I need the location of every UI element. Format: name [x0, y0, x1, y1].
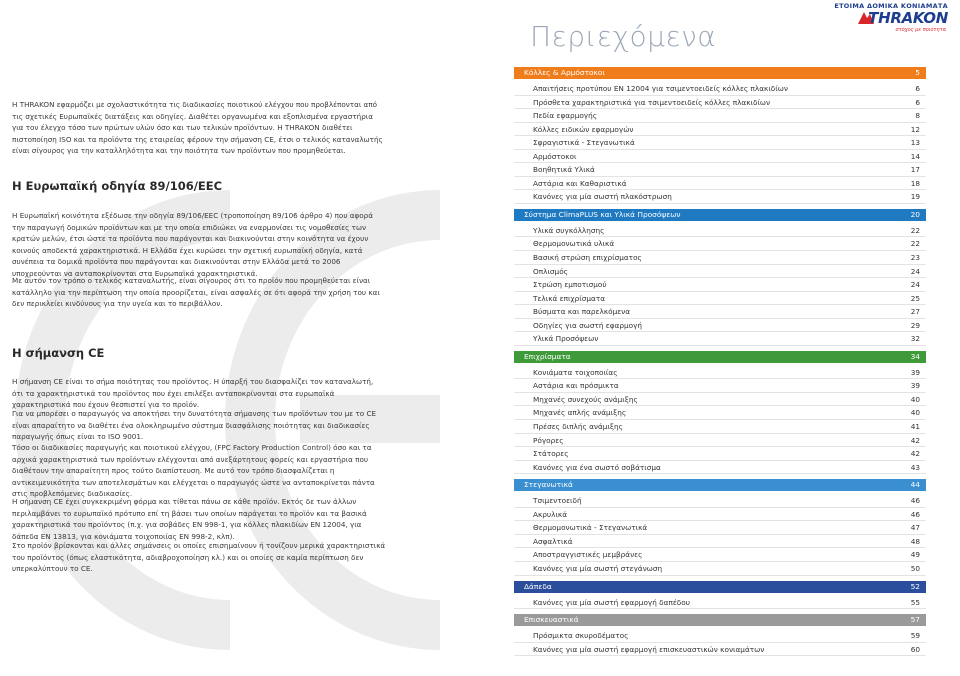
- toc-entry-label: Υλικά συγκόλλησης: [533, 225, 605, 235]
- toc-entry-page: 50: [910, 563, 920, 573]
- toc-entry[interactable]: [514, 535, 926, 549]
- toc-entry[interactable]: [514, 366, 926, 380]
- toc-entry-page: 19: [910, 192, 920, 202]
- toc-entry-page: 43: [910, 462, 920, 472]
- toc-entry-label: Αρμόστοκοι: [533, 151, 577, 161]
- toc-entry-label: Πεδία εφαρμογής: [533, 111, 598, 121]
- toc-entry-label: Αστάρια και πρόσμικτα: [533, 381, 619, 391]
- toc-entry[interactable]: [514, 224, 926, 238]
- toc-entry[interactable]: [514, 251, 926, 265]
- toc-entry-page: 29: [910, 320, 920, 330]
- toc-entry-label: Θερμομονωτικά υλικά: [533, 239, 615, 249]
- toc-entry-page: 47: [910, 523, 920, 533]
- ce-paragraph-3: Τόσο οι διαδικασίες παραγωγής και ποιοτικού ελέγχου, (FPC Factory Production Control) όσο και τα αρχικά χαρακτηριστικά των προϊόντων ελέγχονται από ανεξάρτητους φορείς και εργαστήρια που διαθέτουν την απαραίτητη προς τούτο διαπίστευση. Με αυτό τον τρόπο διασφαλίζεται η αντικειμενικότητα των αποτελεσμάτων και ελέγχεται ο παραγωγός ώστε να ανταποκρίνεται πάντα στις προβλεπόμενες διαδικασίες.: [12, 443, 375, 499]
- toc-entry-label: Θερμομονωτικά - Στεγανωτικά: [533, 523, 648, 533]
- toc-section-header[interactable]: [514, 581, 926, 593]
- toc-entry[interactable]: [514, 177, 926, 191]
- toc-entry[interactable]: [514, 96, 926, 110]
- toc-section-page: 57: [910, 615, 920, 625]
- toc-section: [514, 614, 926, 656]
- toc-entry[interactable]: [514, 136, 926, 150]
- toc-entry[interactable]: [514, 82, 926, 96]
- toc-entry-page: 46: [910, 509, 920, 519]
- toc-entry-label: Κανόνες για ένα σωστό σοβάτισμα: [533, 462, 661, 472]
- toc-section-page: 20: [910, 209, 920, 219]
- toc-entry[interactable]: [514, 379, 926, 393]
- section-heading-ce: Η σήμανση CE: [12, 346, 105, 360]
- toc-section-page: 5: [915, 68, 920, 77]
- toc-section-header[interactable]: [514, 351, 926, 363]
- toc-entry-page: 22: [910, 239, 920, 249]
- toc-entry-page: 12: [910, 124, 920, 134]
- toc-section-title: Κόλλες & Αρμόστοκοι: [524, 68, 605, 77]
- toc-entry[interactable]: [514, 190, 926, 204]
- toc-section-title: Στεγανωτικά: [524, 480, 573, 490]
- toc-section: [514, 479, 926, 575]
- toc-entry-label: Οπλισμός: [533, 266, 568, 276]
- toc-section-header[interactable]: [514, 614, 926, 626]
- toc-entry-label: Σφραγιστικά - Στεγανωτικά: [533, 138, 635, 148]
- toc-entry-label: Ακρυλικά: [533, 509, 568, 519]
- toc-entry-page: 23: [910, 253, 920, 263]
- toc-section-title: Επισκευαστικά: [524, 615, 579, 625]
- thrakon-logo: [834, 2, 948, 38]
- toc-entry-label: Κανόνες για μία σωστή στεγάνωση: [533, 563, 663, 573]
- toc-entry-label: Οδηγίες για σωστή εφαρμογή: [533, 320, 643, 330]
- toc-entry-page: 25: [910, 293, 920, 303]
- toc-entry[interactable]: [514, 393, 926, 407]
- toc-section-header[interactable]: [514, 67, 926, 79]
- toc-entry[interactable]: [514, 319, 926, 333]
- toc-entry-label: Στρώση εμποτισμού: [533, 280, 607, 290]
- toc-entry-label: Βοηθητικά Υλικά: [533, 165, 595, 175]
- toc-entry-label: Βασική στρώση επιχρίσματος: [533, 253, 642, 263]
- toc-entry[interactable]: [514, 406, 926, 420]
- toc-entry[interactable]: [514, 562, 926, 576]
- toc-entry[interactable]: [514, 332, 926, 346]
- toc-entry[interactable]: [514, 163, 926, 177]
- toc-entry[interactable]: [514, 643, 926, 657]
- toc-entry[interactable]: [514, 521, 926, 535]
- ce-paragraph-2: Για να μπορέσει ο παραγωγός να αποκτήσει την δυνατότητα σήμανσης των προϊόντων του με το CE είναι απαραίτητο να διαθέτει ένα ολοκληρωμένο σύστημα διασφάλισης ποιότητας και διαδικασίες παραγωγής όπως είναι το ISO 9001.: [12, 409, 377, 442]
- toc-entry-label: Κανόνες για μία σωστή εφαρμογή επισκευαστικών κονιαμάτων: [533, 644, 765, 654]
- toc-entry-page: 17: [910, 165, 920, 175]
- toc-entry[interactable]: [514, 447, 926, 461]
- toc-entry-page: 49: [910, 550, 920, 560]
- ce-paragraph-4: Η σήμανση CE έχει συγκεκριμένη φόρμα και τίθεται πάνω σε κάθε προϊόν. Εκτός δε των άλλων περιλαμβάνει το ευρωπαϊκό πρότυπο επί τη βάσει των οποίων παράγεται το προϊόν και τα βασικά χαρακτηριστικά του προϊόντος (π.χ. για σοβάδες EN 998-1, για κόλλες πλακιδίων EN 12004, για δάπεδα EN 13813, για κονιάματα τοιχοποιίας EN 998-2, κλπ).: [12, 497, 367, 541]
- toc-section: [514, 581, 926, 610]
- toc-entry-label: Μηχανές απλής ανάμιξης: [533, 408, 627, 418]
- logo-name: THRAKON: [868, 9, 948, 27]
- toc-section-page: 52: [910, 581, 920, 591]
- toc-entry-label: Τελικά επιχρίσματα: [533, 293, 606, 303]
- toc-section-page: 44: [910, 480, 920, 490]
- toc-entry[interactable]: [514, 494, 926, 508]
- logo-tagline-top: ΕΤΟΙΜΑ ΔΟΜΙΚΑ ΚΟΝΙΑΜΑΤΑ: [834, 2, 948, 10]
- toc-entry-label: Πρόσθετα χαρακτηριστικά για τσιμεντοειδείς κόλλες πλακιδίων: [533, 97, 771, 107]
- toc-entry-page: 6: [915, 84, 920, 93]
- table-of-contents: [514, 67, 926, 661]
- toc-entry-label: Ρόγορες: [533, 435, 564, 445]
- section-heading-directive: Η Ευρωπαϊκή οδηγία 89/106/ΕΕC: [12, 179, 223, 193]
- toc-entry-page: 13: [910, 138, 920, 148]
- toc-entry-label: Αποστραγγιστικές μεμβράνες: [533, 550, 643, 560]
- toc-section-page: 34: [910, 351, 920, 361]
- ce-paragraph-5: Στο προϊόν βρίσκονται και άλλες σημάνσεις οι οποίες επισημαίνουν ή τονίζουν μερικά χαρακτηριστικά του προϊόντος (όπως ελαστικότητα, αδιαβροχοποίηση κλ.) και οι οποίες σε καμία περίπτωση δεν υπερκαλύπτουν το CE.: [12, 541, 386, 574]
- toc-section: [514, 209, 926, 346]
- toc-entry-page: 59: [910, 631, 920, 641]
- toc-entry-page: 32: [910, 334, 920, 344]
- toc-section-title: Σύστημα ClimaPLUS και Υλικά Προσόψεων: [524, 209, 681, 219]
- toc-entry-label: Μηχανές συνεχούς ανάμιξης: [533, 394, 638, 404]
- toc-entry-page: 8: [915, 111, 920, 121]
- toc-entry-page: 39: [910, 367, 920, 377]
- intro-paragraph: Η THRAKON εφαρμόζει με σχολαστικότητα τις διαδικασίες ποιοτικού ελέγχου που προβλέπονται από τις σχετικές Ευρωπαϊκές διατάξεις και οδηγίες. Διαθέτει οργανωμένα και εξοπλισμένα εργαστήρια για τον έλεγχο τόσο των πρώτων υλών όσο και των τελικών προϊόντων. Η THRAKON διαθέτει πιστοποίηση ISO και τα προϊόντα της εταιρείας φέρουν την σήμανση CE, έτσι ο τελικός καταναλωτής είναι σίγουρος για την καταλληλότητα και την ποιότητα των προϊόντων που προμηθεύεται.: [12, 100, 383, 156]
- toc-entry[interactable]: [514, 548, 926, 562]
- toc-entry-page: 24: [910, 280, 920, 290]
- toc-entry-page: 22: [910, 225, 920, 235]
- toc-entry-page: 46: [910, 496, 920, 506]
- toc-entry-label: Στάτορες: [533, 449, 569, 459]
- toc-title: Περιεχόμενα: [530, 20, 717, 53]
- toc-entry-page: 39: [910, 381, 920, 391]
- toc-entry-label: Κονιάματα τοιχοποιίας: [533, 367, 618, 377]
- toc-entry[interactable]: [514, 123, 926, 137]
- toc-entry-page: 42: [910, 435, 920, 445]
- toc-section-title: Επιχρίσματα: [524, 351, 571, 361]
- toc-entry-page: 27: [910, 307, 920, 317]
- toc-section: [514, 351, 926, 474]
- toc-entry-label: Ασφαλτικά: [533, 536, 573, 546]
- toc-entry-label: Κανόνες για μία σωστή εφαρμογή δαπέδου: [533, 597, 690, 607]
- toc-entry-label: Βύσματα και παρελκόμενα: [533, 307, 631, 317]
- ce-paragraph-1: Η σήμανση CE είναι το σήμα ποιότητας του προϊόντος. Η ύπαρξή του διασφαλίζει τον καταναλωτή, ότι τα χαρακτηριστικά του προϊόντος που έχει επιλέξει ανταποκρίνονται στα ευρωπαϊκά χαρακτηριστικά που έχουν θεσπιστεί για το προϊόν.: [12, 377, 374, 410]
- toc-entry[interactable]: [514, 278, 926, 292]
- toc-section: [514, 67, 926, 204]
- toc-entry-page: 42: [910, 449, 920, 459]
- toc-entry-page: 40: [910, 394, 920, 404]
- toc-entry-page: 18: [910, 178, 920, 188]
- toc-entry-page: 48: [910, 536, 920, 546]
- toc-entry-label: Κανόνες για μία σωστή πλακόστρωση: [533, 192, 672, 202]
- toc-entry-label: Απαιτήσεις προτύπου ΕΝ 12004 για τσιμεντοειδείς κόλλες πλακιδίων: [533, 84, 788, 93]
- toc-entry-page: 40: [910, 408, 920, 418]
- toc-entry[interactable]: [514, 265, 926, 279]
- toc-entry-page: 24: [910, 266, 920, 276]
- toc-entry-page: 14: [910, 151, 920, 161]
- toc-entry[interactable]: [514, 150, 926, 164]
- toc-entry-label: Αστάρια και Καθαριστικά: [533, 178, 627, 188]
- toc-entry-page: 41: [910, 422, 920, 432]
- toc-entry[interactable]: [514, 305, 926, 319]
- logo-slogan: στόχος με ποιότητα: [895, 27, 946, 33]
- toc-entry[interactable]: [514, 237, 926, 251]
- toc-entry-label: Κόλλες ειδικών εφαρμογών: [533, 124, 634, 134]
- toc-entry[interactable]: [514, 109, 926, 123]
- toc-section-header[interactable]: [514, 209, 926, 221]
- toc-entry[interactable]: [514, 434, 926, 448]
- toc-entry[interactable]: [514, 596, 926, 610]
- toc-section-header[interactable]: [514, 479, 926, 491]
- toc-entry-page: 55: [910, 597, 920, 607]
- directive-paragraph-1: Η Ευρωπαϊκή κοινότητα εξέδωσε την οδηγία 89/106/ΕΕC (τροποποίηση 89/106 άρθρο 4) που αφορά την παραγωγή δομικών προϊόντων και με την οποία επιδιώκει να εναρμονίσει τις νομοθεσίες των κρατών μελών, έτσι ώστε τα προϊόντα που παράγονται και διακινούνται στην κοινότητα να έχουν κοινούς αποδεκτά χαρακτηριστικά. Η Ελλάδα έχει κυρώσει την σχετική ευρωπαϊκή οδηγία, κατά συνέπεια τα δομικά προϊόντα που παράγονται και διακινούνται στην Ελλάδα μετά το 2006 υποχρεούνται να ανταποκρίνονται στα Ευρωπαϊκά χαρακτηριστικά.: [12, 211, 373, 278]
- toc-entry[interactable]: [514, 420, 926, 434]
- toc-entry-page: 6: [915, 97, 920, 107]
- toc-entry[interactable]: [514, 629, 926, 643]
- toc-section-title: Δάπεδα: [524, 581, 552, 591]
- directive-paragraph-2: Με αυτόν τον τρόπο ο τελικός καταναλωτής, είναι σίγουρος ότι το προϊόν που προμηθεύεται είναι κατάλληλο για την περίπτωση την οποία προορίζεται, είναι ασφαλές σε ότι αφορά την χρήση του και δεν περικλείει κινδύνους για την υγεία και το περιβάλλον.: [12, 276, 380, 309]
- toc-entry-label: Τσιμεντοειδή: [533, 496, 582, 506]
- toc-entry-page: 60: [910, 644, 920, 654]
- toc-entry[interactable]: [514, 292, 926, 306]
- toc-entry-label: Πρόσμικτα σκυροδέματος: [533, 631, 629, 641]
- toc-entry-label: Υλικά Προσόψεων: [533, 334, 599, 344]
- toc-entry[interactable]: [514, 461, 926, 475]
- toc-entry-label: Πρέσες διπλής ανάμιξης: [533, 422, 623, 432]
- toc-entry[interactable]: [514, 508, 926, 522]
